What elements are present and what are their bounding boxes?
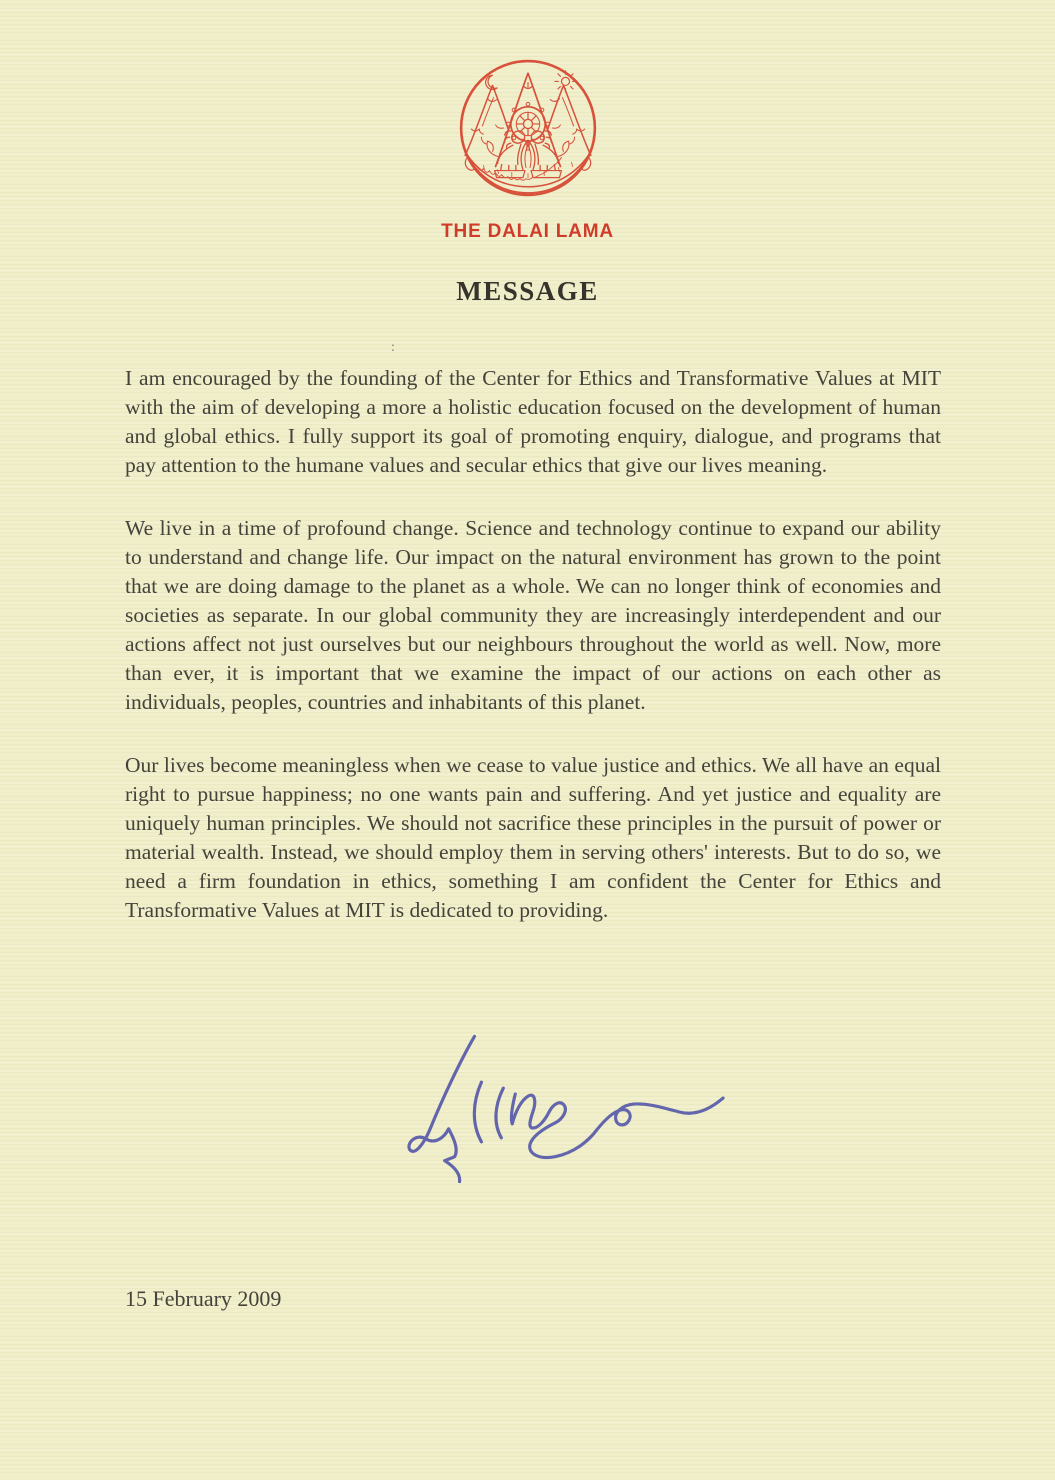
letterhead	[0, 52, 1055, 243]
organization-name: THE DALAI LAMA	[441, 221, 614, 242]
handwritten-signature-icon	[383, 1030, 731, 1190]
paragraph-3: Our lives become meaningless when we cease to value justice and ethics. We all have an equal right to pursue happiness; no one wants pain and suffering. And yet justice and equality are uniquely human principles. We should not sacrifice these principles in the pursuit of power or material wealth. Instead, we should employ them in serving others' interests. But to do so, we need a firm foundation in ethics, something I am confident the Center for Ethics and Transformative Values at MIT is dedicated to providing.	[125, 753, 941, 922]
message-heading: MESSAGE	[456, 276, 599, 306]
paragraph-2: We live in a time of profound change. Science and technology continue to expand our ability to understand and change life. Our impact on the natural environment has grown to the point that we are doing damage to the planet as a whole. We can no longer think of economies and societies as separate. In our global community they are increasingly interdependent and our actions affect not just ourselves but our neighbours throughout the world as well. Now, more than ever, it is important that we examine the impact of our actions on each other as individuals, peoples, countries and inhabitants of this planet.	[125, 516, 941, 714]
paragraph-1: I am encouraged by the founding of the Center for Ethics and Transformative Values at MIT with the aim of developing a more a holistic education focused on the development of human and global ethics. I fully support its goal of promoting enquiry, dialogue, and programs that pay attention to the humane values and secular ethics that give our lives meaning.	[125, 366, 941, 477]
scan-artifact-mark: :	[391, 340, 395, 355]
letter-body	[125, 364, 941, 959]
date-line: 15 February 2009	[125, 1286, 282, 1311]
dalai-lama-seal-icon	[452, 52, 604, 204]
